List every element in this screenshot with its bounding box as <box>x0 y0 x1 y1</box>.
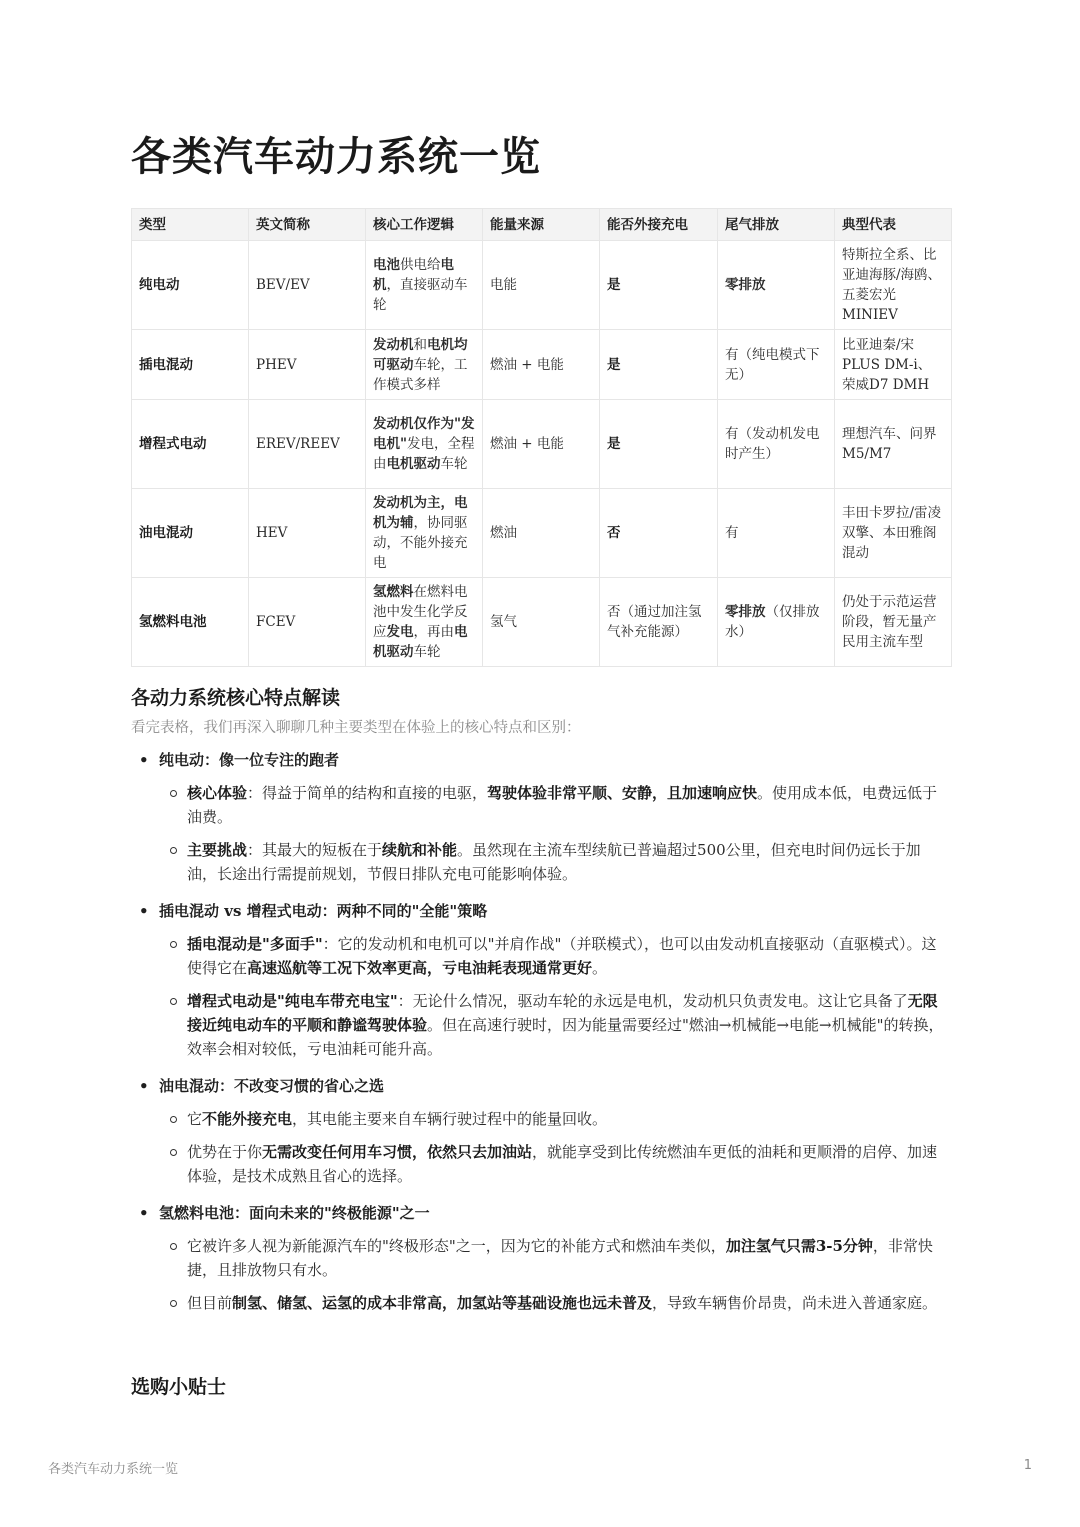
text-run: 。 <box>592 959 608 977</box>
bold-text: 不能外接充电 <box>202 1110 293 1128</box>
cell-charge: 是 <box>600 330 718 400</box>
cell-type: 纯电动 <box>132 241 249 330</box>
text-run: 有（纯电模式下无） <box>725 346 820 383</box>
cell-emission <box>718 489 835 578</box>
bold-text: 发动机仅作为"发电机" <box>373 416 475 452</box>
cell-logic <box>366 241 483 330</box>
cell-charge: 是 <box>600 241 718 330</box>
table-row <box>132 241 952 330</box>
cell-logic <box>366 400 483 489</box>
text-run: 。使用成本低，电费远低于油费。 <box>187 784 938 826</box>
cell-energy: 燃油 <box>483 489 600 578</box>
bold-text: 驾驶体验非常平顺、安静，且加速响应快 <box>487 784 758 802</box>
cell-representative: 理想汽车、问界M5/M7 <box>835 400 952 489</box>
sub-list-item <box>131 1234 946 1282</box>
cell-abbr: HEV <box>249 489 366 578</box>
list-item <box>131 748 946 886</box>
table-header-cell: 能量来源 <box>483 209 600 241</box>
table-row <box>132 400 952 489</box>
bold-text: 电机驱动 <box>373 624 468 660</box>
cell-logic <box>366 489 483 578</box>
text-run: 车轮 <box>413 644 441 660</box>
cell-abbr: EREV/REEV <box>249 400 366 489</box>
bold-text: 氢燃料 <box>373 584 414 600</box>
bold-text: 无需改变任何用车习惯，依然只去加油站 <box>262 1143 533 1161</box>
cell-logic <box>366 330 483 400</box>
list-item <box>131 1201 946 1315</box>
cell-representative: 比亚迪秦/宋PLUS DM-i、荣威D7 DMH <box>835 330 952 400</box>
sub-list-item <box>131 932 946 980</box>
cell-energy: 燃油 + 电能 <box>483 330 600 400</box>
table-header-cell: 英文简称 <box>249 209 366 241</box>
text-run: ，导致车辆售价昂贵，尚未进入普通家庭。 <box>652 1294 938 1312</box>
bold-text: 制氢、储氢、运氢的成本非常高，加氢站等基础设施也远未普及 <box>232 1294 653 1312</box>
bold-text: 增程式电动是"纯电车带充电宝" <box>187 992 398 1010</box>
text-run: 优势在于你 <box>187 1143 263 1161</box>
table-header-cell: 能否外接充电 <box>600 209 718 241</box>
cell-emission <box>718 330 835 400</box>
text-run: ，协同驱动，不能外接充电 <box>373 515 468 571</box>
text-run: 它被许多人视为新能源汽车的"终极形态"之一，因为它的补能方式和燃油车类似， <box>187 1237 726 1255</box>
cell-type: 油电混动 <box>132 489 249 578</box>
bold-text: 插电混动是"多面手" <box>187 935 323 953</box>
footer-doc-title: 各类汽车动力系统一览 <box>48 1462 179 1477</box>
cell-logic <box>366 578 483 667</box>
text-run: ，非常快捷，且排放物只有水。 <box>187 1237 933 1279</box>
table-header-cell: 类型 <box>132 209 249 241</box>
table-body <box>132 241 952 667</box>
bold-text: 加注氢气只需3-5分钟 <box>725 1237 873 1255</box>
cell-representative: 仍处于示范运营阶段，暂无量产民用主流车型 <box>835 578 952 667</box>
cell-type: 氢燃料电池 <box>132 578 249 667</box>
cell-energy: 氢气 <box>483 578 600 667</box>
cell-energy: 燃油 + 电能 <box>483 400 600 489</box>
text-run: 发电，全程由 <box>373 436 475 472</box>
text-run: ，其电能主要来自车辆行驶过程中的能量回收。 <box>292 1110 608 1128</box>
cell-abbr: FCEV <box>249 578 366 667</box>
text-run: ，直接驱动车轮 <box>373 277 468 313</box>
cell-emission <box>718 400 835 489</box>
bold-text: 核心体验 <box>187 784 248 802</box>
bold-text: 零排放 <box>725 277 766 293</box>
cell-type: 插电混动 <box>132 330 249 400</box>
cell-charge: 否（通过加注氢气补充能源） <box>600 578 718 667</box>
sub-list-item <box>131 1291 946 1315</box>
list-item-title: • 纯电动：像一位专注的跑者 <box>131 748 946 772</box>
powertrain-table <box>131 208 952 667</box>
text-run: 车轮，工作模式多样 <box>373 356 468 393</box>
text-run: ：得益于简单的结构和直接的电驱， <box>247 784 488 802</box>
feature-list <box>131 748 946 1315</box>
bold-text: 电机均可驱动 <box>373 336 468 373</box>
text-run: （仅排放水） <box>725 604 820 640</box>
bold-text: 续航和补能 <box>382 841 458 859</box>
page-number: 1 <box>1023 1458 1032 1473</box>
table-header-cell: 尾气排放 <box>718 209 835 241</box>
bold-text: 电机 <box>373 257 454 293</box>
text-run: 车轮 <box>440 456 468 472</box>
table-row <box>132 578 952 667</box>
cell-charge: 否 <box>600 489 718 578</box>
list-item <box>131 899 946 1061</box>
section-intro: 看完表格，我们再深入聊聊几种主要类型在体验上的核心特点和区别： <box>131 720 581 736</box>
bold-text: 高速巡航等工况下效率更高，亏电油耗表现通常更好 <box>247 959 593 977</box>
bold-text: 主要挑战 <box>187 841 248 859</box>
text-run: 有 <box>725 525 739 541</box>
cell-charge: 是 <box>600 400 718 489</box>
sub-list-item <box>131 989 946 1061</box>
bold-text: 发动机 <box>373 336 414 353</box>
cell-abbr: PHEV <box>249 330 366 400</box>
list-item-title: • 油电混动：不改变习惯的省心之选 <box>131 1074 946 1098</box>
text-run: 供电给 <box>400 257 441 273</box>
bold-text: 电机驱动 <box>386 456 441 472</box>
cell-abbr: BEV/EV <box>249 241 366 330</box>
text-run: 它 <box>187 1110 203 1128</box>
text-run: 有（发动机发电时产生） <box>725 426 820 462</box>
page-title: 各类汽车动力系统一览 <box>131 133 541 180</box>
bold-text: 无限接近纯电动车的平顺和静谧驾驶体验 <box>187 992 938 1034</box>
cell-representative: 特斯拉全系、比亚迪海豚/海鸥、五菱宏光MINIEV <box>835 241 952 330</box>
text-run: ：它的发动机和电机可以"并肩作战"（并联模式），也可以由发动机直接驱动（直驱模式）。这使得它在 <box>187 935 937 977</box>
sub-list-item <box>131 781 946 829</box>
sub-list-item <box>131 1140 946 1188</box>
list-item-title: • 插电混动 vs 增程式电动：两种不同的"全能"策略 <box>131 899 946 923</box>
bold-text: 发动机为主，电机为辅 <box>373 495 468 531</box>
table-row <box>132 330 952 400</box>
text-run: ：无论什么情况，驱动车轮的永远是电机，发动机只负责发电。这让它具备了 <box>397 992 908 1010</box>
text-run: 在燃料电池中发生化学反应 <box>373 584 468 640</box>
text-run: ，再由 <box>413 624 454 640</box>
list-item-title: • 氢燃料电池：面向未来的"终极能源"之一 <box>131 1201 946 1225</box>
cell-emission <box>718 241 835 330</box>
section-heading: 各动力系统核心特点解读 <box>131 687 341 709</box>
cell-emission <box>718 578 835 667</box>
table-header-cell: 典型代表 <box>835 209 952 241</box>
cell-type: 增程式电动 <box>132 400 249 489</box>
sub-list-item <box>131 1107 946 1131</box>
text-run: 和 <box>413 336 427 353</box>
text-run: 。但在高速行驶时，因为能量需要经过"燃油→机械能→电能→机械能"的转换，效率会相对较低，亏电油耗可能升高。 <box>187 1016 944 1058</box>
table-row <box>132 489 952 578</box>
bold-text: 电池 <box>373 257 400 273</box>
table-header-cell: 核心工作逻辑 <box>366 209 483 241</box>
cell-representative: 丰田卡罗拉/雷凌双擎、本田雅阁混动 <box>835 489 952 578</box>
table-header-row <box>132 209 952 241</box>
text-run: 。虽然现在主流车型续航已普遍超过500公里，但充电时间仍远长于加油，长途出行需提前规划，节假日排队充电可能影响体验。 <box>187 841 921 883</box>
bold-text: 零排放 <box>725 604 766 620</box>
list-item <box>131 1074 946 1188</box>
text-run: 但目前 <box>187 1294 233 1312</box>
text-run: ：其最大的短板在于 <box>247 841 383 859</box>
bold-text: 发电 <box>386 624 414 640</box>
tips-heading: 选购小贴士 <box>131 1376 227 1398</box>
text-run: ，就能享受到比传统燃油车更低的油耗和更顺滑的启停、加速体验，是技术成熟且省心的选择。 <box>187 1143 938 1185</box>
cell-energy: 电能 <box>483 241 600 330</box>
sub-list-item <box>131 838 946 886</box>
